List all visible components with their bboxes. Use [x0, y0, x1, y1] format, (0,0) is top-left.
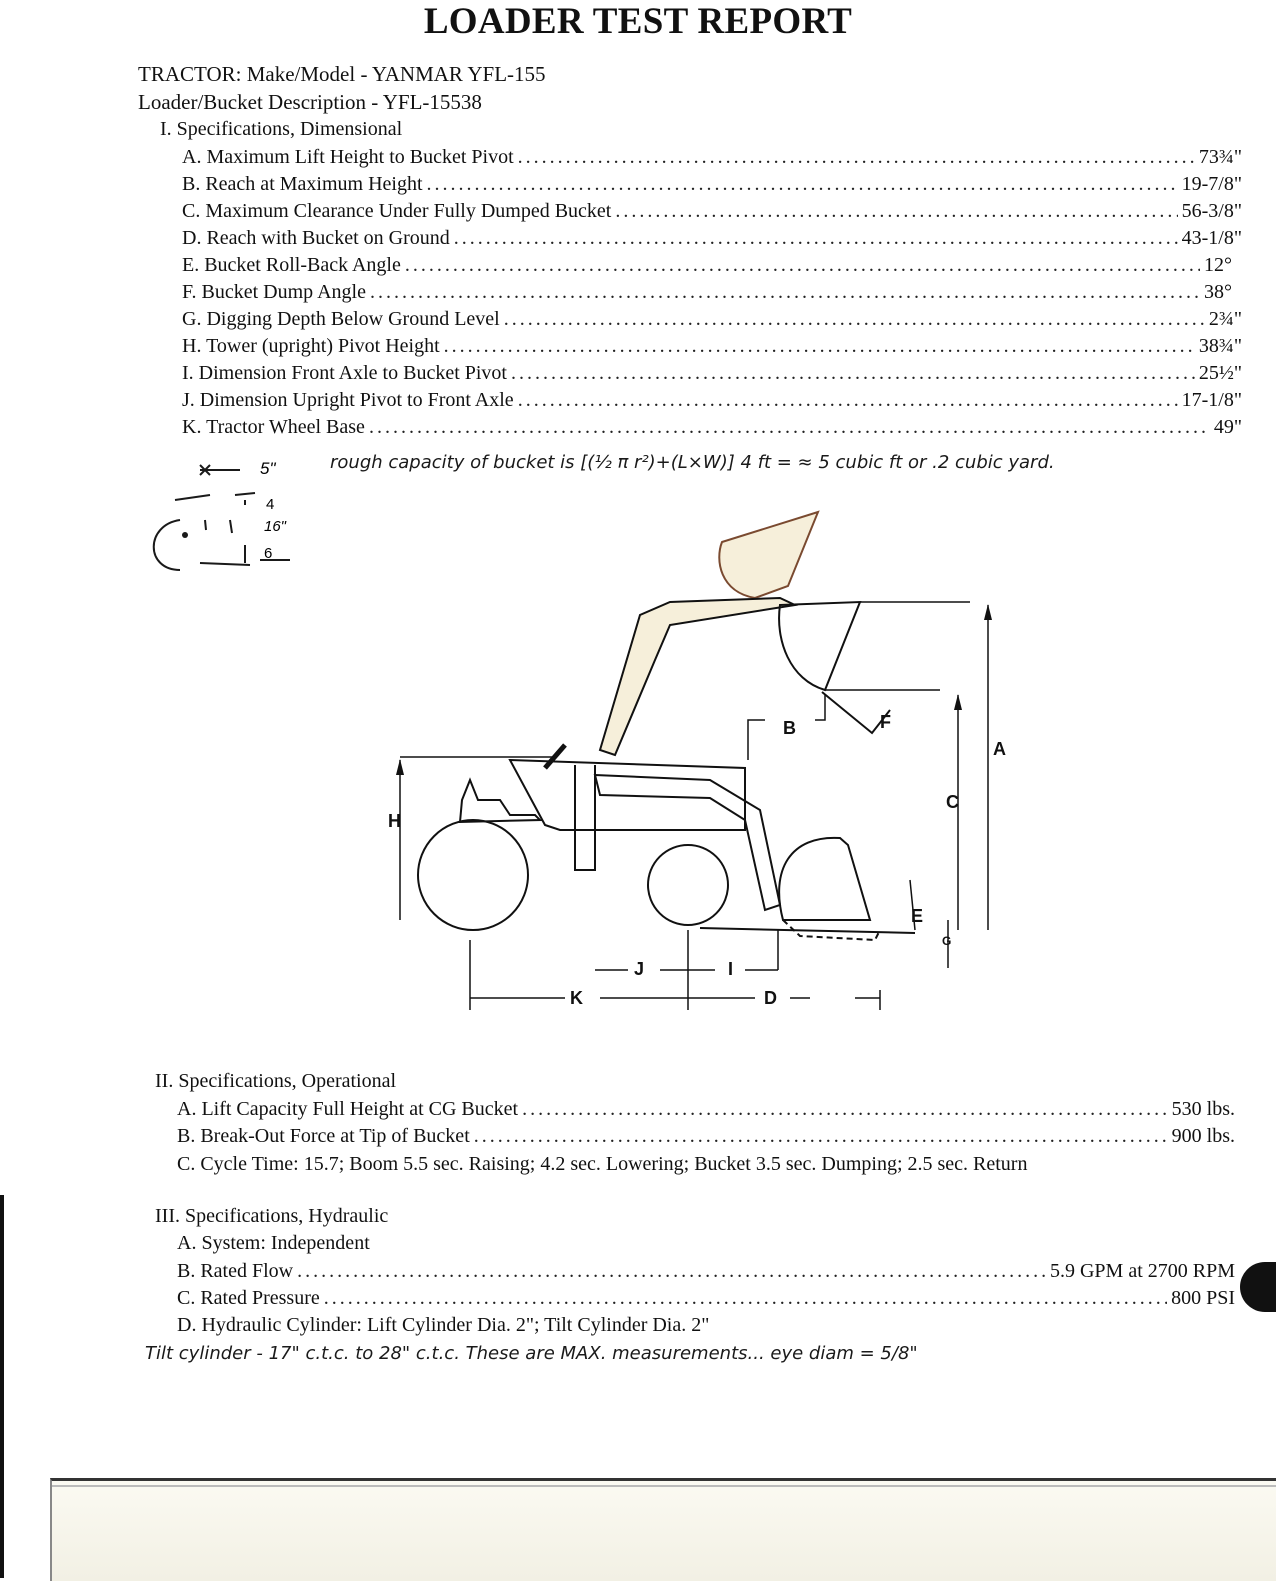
spec-label: J. Dimension Upright Pivot to Front Axle	[182, 389, 514, 411]
spec-value: 800 PSI	[1171, 1287, 1235, 1309]
leader-dots	[297, 1260, 1046, 1283]
spec-row	[182, 416, 1242, 442]
hydraulic-system-line: A. System: Independent	[177, 1232, 370, 1254]
leader-dots	[474, 1125, 1168, 1148]
section-3-heading: III. Specifications, Hydraulic	[155, 1205, 389, 1227]
spec-label: A. Maximum Lift Height to Bucket Pivot	[182, 146, 514, 168]
spec-value: 56-3/8"	[1181, 200, 1242, 222]
cycle-time-line: C. Cycle Time: 15.7; Boom 5.5 sec. Raising; 4.2 sec. Lowering; Bucket 3.5 sec. Dumping; 2.5 sec. Return	[177, 1153, 1028, 1175]
spec-value: 19-7/8"	[1181, 173, 1242, 195]
label-j: J	[634, 959, 645, 979]
sketch-dim-4: 4	[266, 496, 275, 513]
dim-h-line	[400, 757, 555, 920]
spec-row	[182, 254, 1232, 280]
section-2-heading: II. Specifications, Operational	[155, 1070, 397, 1092]
label-b: B	[783, 718, 796, 738]
sketch-dim-5: 5"	[260, 459, 276, 478]
spec-value: 25½"	[1198, 362, 1242, 384]
spec-row	[177, 1098, 1235, 1124]
report-title: LOADER TEST REPORT	[423, 1, 853, 42]
spec-row	[177, 1287, 1235, 1313]
dim-h-arrow	[396, 759, 404, 775]
leader-dots	[522, 1098, 1168, 1121]
spec-row	[182, 146, 1242, 172]
tractor-seat	[460, 780, 540, 822]
spec-label: I. Dimension Front Axle to Bucket Pivot	[182, 362, 507, 384]
leader-dots	[615, 200, 1177, 223]
hole-punch-mark	[1240, 1262, 1276, 1312]
loader-description-line: Loader/Bucket Description - YFL-15538	[138, 90, 482, 114]
sketch-pivot-dot	[182, 532, 188, 538]
page-bottom-edge	[50, 1478, 1276, 1581]
leader-dots	[518, 389, 1178, 412]
spec-value: 12°	[1204, 254, 1232, 276]
lowered-boom	[595, 775, 780, 910]
tower-upright	[575, 765, 595, 870]
spec-label: C. Maximum Clearance Under Fully Dumped Bucket	[182, 200, 612, 222]
ground-line	[700, 928, 915, 933]
spec-value: 900 lbs.	[1171, 1125, 1235, 1147]
leader-dots	[444, 335, 1195, 358]
leader-dots	[369, 416, 1210, 439]
spec-value: 43-1/8"	[1181, 227, 1242, 249]
raised-boom	[600, 598, 795, 755]
label-k: K	[570, 988, 583, 1008]
dumped-bucket	[779, 602, 860, 690]
spec-row	[182, 308, 1242, 334]
label-a: A	[993, 739, 1006, 759]
hydraulic-cylinder-line: D. Hydraulic Cylinder: Lift Cylinder Dia. 2"; Tilt Cylinder Dia. 2"	[177, 1314, 710, 1336]
spec-value: 17-1/8"	[1181, 389, 1242, 411]
spec-row	[182, 389, 1242, 415]
spec-label: K. Tractor Wheel Base	[182, 416, 365, 438]
spec-label: D. Reach with Bucket on Ground	[182, 227, 450, 249]
leader-dots	[511, 362, 1195, 385]
spec-row	[182, 173, 1242, 199]
spec-value: 38°	[1204, 281, 1232, 303]
spec-value: 530 lbs.	[1171, 1098, 1235, 1120]
dim-a-arrow	[984, 604, 992, 620]
spec-value: 49"	[1213, 416, 1242, 438]
front-wheel	[648, 845, 728, 925]
spec-label: B. Reach at Maximum Height	[182, 173, 423, 195]
spec-row	[177, 1260, 1235, 1286]
tractor-line: TRACTOR: Make/Model - YANMAR YFL-155	[138, 62, 546, 86]
loader-diagram	[370, 500, 1010, 1030]
label-h: H	[388, 811, 401, 831]
label-f: F	[880, 712, 891, 732]
handwritten-capacity-note: rough capacity of bucket is [(½ π r²)+(L×W)] 4 ft = ≈ 5 cubic ft or .2 cubic yard.	[330, 452, 1055, 473]
spec-row	[182, 200, 1242, 226]
spec-row	[177, 1125, 1235, 1151]
label-c: C	[946, 792, 959, 812]
spec-label: G. Digging Depth Below Ground Level	[182, 308, 500, 330]
spec-row	[182, 281, 1232, 307]
spec-value: 2¾"	[1208, 308, 1242, 330]
spec-value: 5.9 GPM at 2700 RPM	[1049, 1260, 1235, 1282]
spec-value: 38¾"	[1198, 335, 1242, 357]
spec-label: H. Tower (upright) Pivot Height	[182, 335, 440, 357]
spec-label: B. Break-Out Force at Tip of Bucket	[177, 1125, 470, 1147]
leader-dots	[427, 173, 1178, 196]
scan-edge	[0, 1195, 4, 1578]
label-d: D	[764, 988, 777, 1008]
spec-row	[182, 335, 1242, 361]
leader-dots	[504, 308, 1205, 331]
lowered-bucket	[779, 838, 870, 920]
leader-dots	[405, 254, 1200, 277]
label-e: E	[911, 906, 924, 926]
spec-label: A. Lift Capacity Full Height at CG Bucket	[177, 1098, 519, 1120]
label-i: I	[728, 959, 734, 979]
sketch-dim-16: 16"	[264, 518, 287, 535]
leader-dots	[454, 227, 1178, 250]
leader-dots	[370, 281, 1200, 304]
handwritten-cylinder-note: Tilt cylinder - 17" c.t.c. to 28" c.t.c. These are MAX. measurements... eye diam = 5/8"	[145, 1343, 918, 1364]
spec-value: 73¾"	[1198, 146, 1242, 168]
spec-label: F. Bucket Dump Angle	[182, 281, 366, 303]
rear-wheel	[418, 820, 528, 930]
spec-row	[182, 362, 1242, 388]
spec-label: B. Rated Flow	[177, 1260, 294, 1282]
sketch-dim-6: 6	[264, 545, 273, 562]
section-1-heading: I. Specifications, Dimensional	[160, 118, 403, 140]
leader-dots	[324, 1287, 1167, 1310]
handwritten-bucket-sketch	[140, 455, 310, 585]
dim-c-arrow	[954, 694, 962, 710]
spec-label: C. Rated Pressure	[177, 1287, 320, 1309]
spec-row	[182, 227, 1242, 253]
leader-dots	[518, 146, 1195, 169]
label-g: G	[942, 934, 952, 948]
spec-label: E. Bucket Roll-Back Angle	[182, 254, 401, 276]
raised-bucket	[719, 512, 818, 598]
